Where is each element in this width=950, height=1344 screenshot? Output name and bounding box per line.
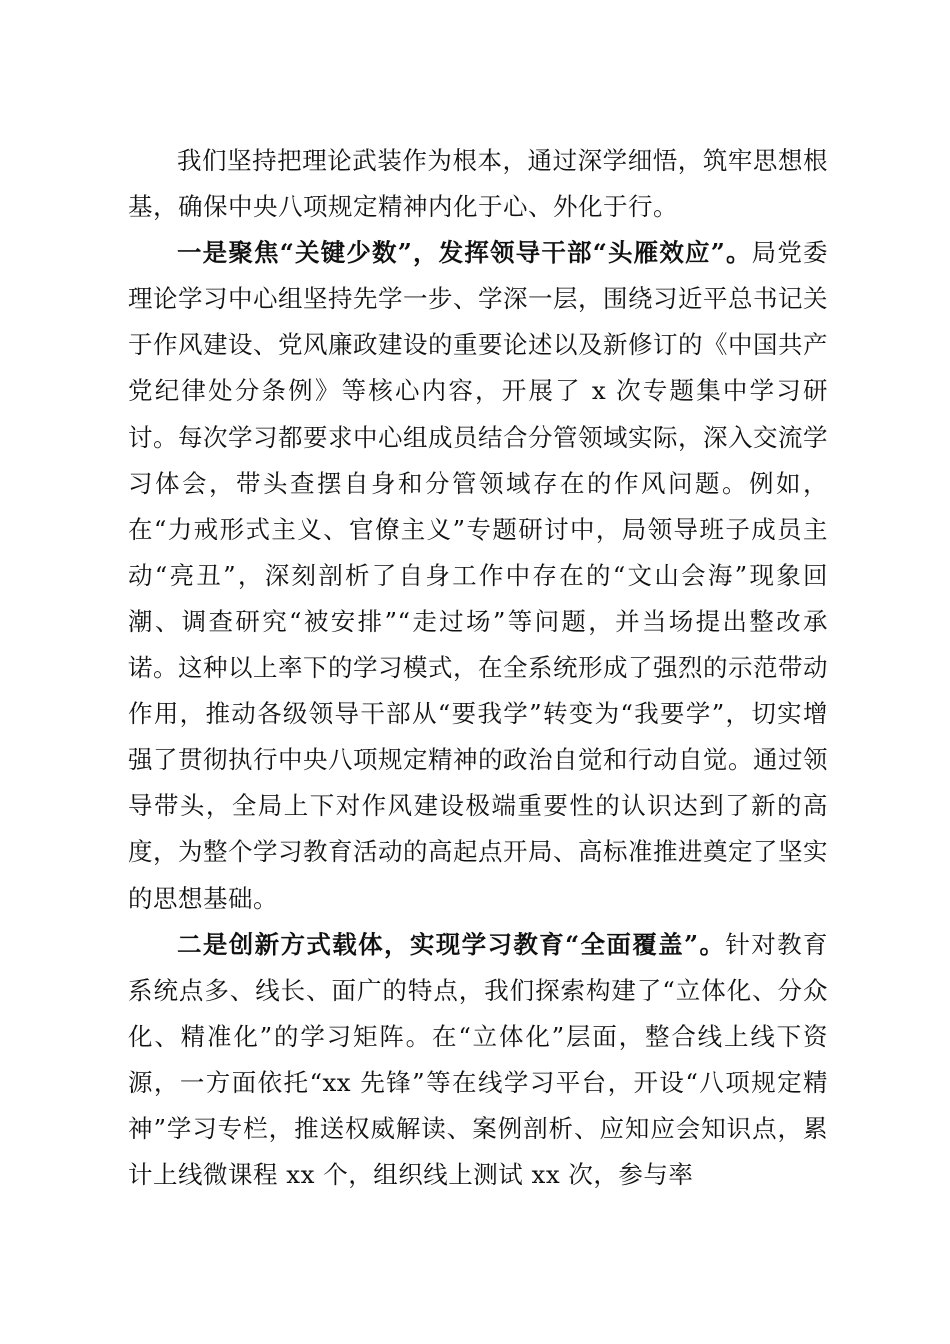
- paragraph-intro: [128, 138, 828, 230]
- document-body: [128, 138, 828, 1198]
- paragraph-text: 针对教育系统点多、线长、面广的特点，我们探索构建了“立体化、分众化、精准化”的学习矩阵。在“立体化”层面，整合线上线下资源，一方面依托“xx 先锋”等在线学习平台，开设“八项规定精神”学习专栏，推送权威解读、案例剖析、应知应会知识点，累计上线微课程 xx 个，组织线上测试 xx 次，参与率: [128, 929, 829, 1190]
- paragraph-point-one: [128, 230, 828, 921]
- paragraph-text: 局党委理论学习中心组坚持先学一步、学深一层，围绕习近平总书记关于作风建设、党风廉政建设的重要论述以及新修订的《中国共产党纪律处分条例》等核心内容，开展了 x 次专题集中学习研讨。每次学习都要求中心组成员结合分管领域实际，深入交流学习体会，带头查摆自身和分管领域存在的作风问题。例如，在“力戒形式主义、官僚主义”专题研讨中，局领导班子成员主动“亮丑”，深刻剖析了自身工作中存在的“文山会海”现象回潮、调查研究“被安排”“走过场”等问题，并当场提出整改承诺。这种以上率下的学习模式，在全系统形成了强烈的示范带动作用，推动各级领导干部从“要我学”转变为“我要学”，切实增强了贯彻执行中央八项规定精神的政治自觉和行动自觉。通过领导带头，全局上下对作风建设极端重要性的认识达到了新的高度，为整个学习教育活动的高起点开局、高标准推进奠定了坚实的思想基础。: [128, 238, 828, 913]
- paragraph-lead: 二是创新方式载体，实现学习教育“全面覆盖”。: [177, 929, 726, 959]
- paragraph-point-two: [128, 922, 828, 1199]
- paragraph-text: 我们坚持把理论武装作为根本，通过深学细悟，筑牢思想根基，确保中央八项规定精神内化于心、外化于行。: [128, 146, 828, 222]
- paragraph-lead: 一是聚焦“关键少数”，发挥领导干部“头雁效应”。: [177, 238, 752, 268]
